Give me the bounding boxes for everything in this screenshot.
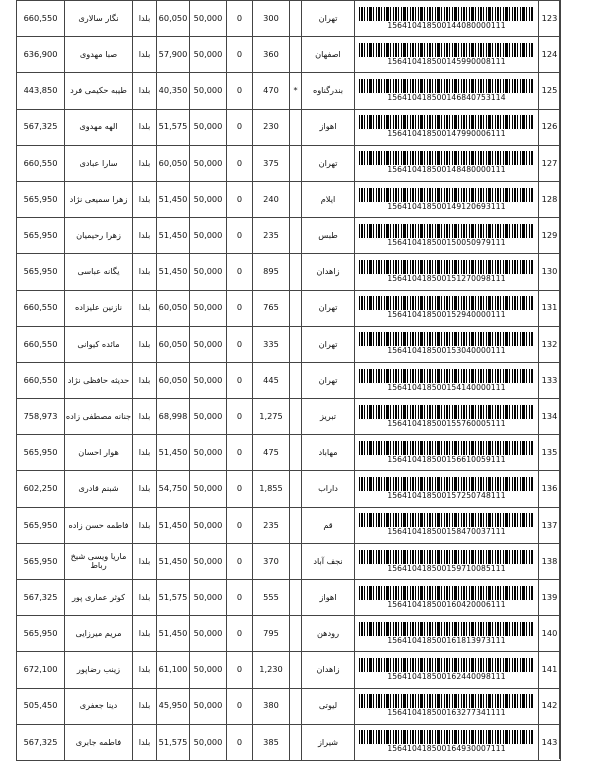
city-cell: اصفهان [302, 37, 355, 73]
mark-cell [290, 471, 302, 507]
barcode-cell [355, 362, 539, 398]
quantity-cell: 230 [253, 109, 290, 145]
mark-cell [290, 616, 302, 652]
price-cell: 51,450 [157, 218, 190, 254]
row-number-cell: 128 [539, 181, 561, 217]
base-amount-cell: 50,000 [190, 688, 227, 724]
quantity-cell: 240 [253, 181, 290, 217]
barcode-graphic [359, 658, 534, 672]
mark-cell [290, 652, 302, 688]
table-row [17, 616, 561, 652]
total-cell: 565,950 [17, 616, 65, 652]
mark-cell [290, 435, 302, 471]
unit-cell: بلدا [133, 181, 157, 217]
city-cell: تبریز [302, 399, 355, 435]
recipient-name-cell: کوثر عماری پور [65, 580, 133, 616]
zero-cell: 0 [227, 145, 253, 181]
base-amount-cell: 50,000 [190, 37, 227, 73]
recipient-name-cell: صبا مهدوی [65, 37, 133, 73]
mark-cell [290, 37, 302, 73]
city-cell: زاهدان [302, 652, 355, 688]
total-cell: 565,950 [17, 218, 65, 254]
zero-cell: 0 [227, 399, 253, 435]
base-amount-cell: 50,000 [190, 724, 227, 760]
total-cell: 565,950 [17, 507, 65, 543]
base-amount-cell: 50,000 [190, 73, 227, 109]
city-cell: زاهدان [302, 254, 355, 290]
zero-cell: 0 [227, 218, 253, 254]
total-cell: 567,325 [17, 580, 65, 616]
unit-cell: بلدا [133, 616, 157, 652]
barcode-cell [355, 181, 539, 217]
mark-cell [290, 145, 302, 181]
price-cell: 51,450 [157, 254, 190, 290]
unit-cell: بلدا [133, 326, 157, 362]
row-number-cell: 137 [539, 507, 561, 543]
row-number-cell: 129 [539, 218, 561, 254]
barcode-graphic [359, 513, 534, 527]
shipment-table [16, 0, 561, 761]
zero-cell: 0 [227, 109, 253, 145]
recipient-name-cell: نگار سالاری [65, 1, 133, 37]
recipient-name-cell: یگانه عباسی [65, 254, 133, 290]
city-cell: تهران [302, 362, 355, 398]
barcode-number: 156410418500154140000111 [387, 382, 506, 392]
unit-cell: بلدا [133, 145, 157, 181]
base-amount-cell: 50,000 [190, 1, 227, 37]
barcode-graphic [359, 441, 534, 455]
row-number-cell: 123 [539, 1, 561, 37]
mark-cell: * [290, 73, 302, 109]
row-number-cell: 124 [539, 37, 561, 73]
price-cell: 61,100 [157, 652, 190, 688]
unit-cell: بلدا [133, 543, 157, 579]
table-row [17, 145, 561, 181]
barcode-graphic [359, 224, 534, 238]
zero-cell: 0 [227, 652, 253, 688]
base-amount-cell: 50,000 [190, 145, 227, 181]
mark-cell [290, 254, 302, 290]
quantity-cell: 360 [253, 37, 290, 73]
city-cell: قم [302, 507, 355, 543]
table-row [17, 652, 561, 688]
recipient-name-cell: هوار احسان [65, 435, 133, 471]
recipient-name-cell: نازنین علیزاده [65, 290, 133, 326]
price-cell: 51,450 [157, 435, 190, 471]
zero-cell: 0 [227, 688, 253, 724]
quantity-cell: 235 [253, 507, 290, 543]
quantity-cell: 475 [253, 435, 290, 471]
unit-cell: بلدا [133, 580, 157, 616]
mark-cell [290, 580, 302, 616]
base-amount-cell: 50,000 [190, 109, 227, 145]
zero-cell: 0 [227, 580, 253, 616]
row-number-cell: 139 [539, 580, 561, 616]
row-number-cell: 133 [539, 362, 561, 398]
barcode-graphic [359, 79, 534, 93]
recipient-name-cell: ماریا ویسی شیخ رباط [65, 543, 133, 579]
barcode-number: 156410418500149120693111 [387, 201, 506, 211]
price-cell: 60,050 [157, 145, 190, 181]
unit-cell: بلدا [133, 724, 157, 760]
barcode-cell [355, 326, 539, 362]
table-row [17, 435, 561, 471]
table-row [17, 181, 561, 217]
row-number-cell: 136 [539, 471, 561, 507]
total-cell: 660,550 [17, 326, 65, 362]
quantity-cell: 370 [253, 543, 290, 579]
base-amount-cell: 50,000 [190, 399, 227, 435]
barcode-graphic [359, 296, 534, 310]
price-cell: 60,050 [157, 326, 190, 362]
unit-cell: بلدا [133, 507, 157, 543]
total-cell: 636,900 [17, 37, 65, 73]
quantity-cell: 300 [253, 1, 290, 37]
unit-cell: بلدا [133, 471, 157, 507]
table-row [17, 1, 561, 37]
base-amount-cell: 50,000 [190, 580, 227, 616]
quantity-cell: 380 [253, 688, 290, 724]
mark-cell [290, 218, 302, 254]
price-cell: 51,450 [157, 616, 190, 652]
city-cell: اهواز [302, 580, 355, 616]
recipient-name-cell: زینب رضاپور [65, 652, 133, 688]
price-cell: 60,050 [157, 362, 190, 398]
barcode-cell [355, 543, 539, 579]
city-cell: تهران [302, 145, 355, 181]
barcode-cell [355, 254, 539, 290]
price-cell: 57,900 [157, 37, 190, 73]
zero-cell: 0 [227, 73, 253, 109]
base-amount-cell: 50,000 [190, 181, 227, 217]
table-row [17, 471, 561, 507]
row-number-cell: 141 [539, 652, 561, 688]
barcode-cell [355, 652, 539, 688]
barcode-number: 156410418500145990008111 [387, 56, 506, 66]
zero-cell: 0 [227, 181, 253, 217]
base-amount-cell: 50,000 [190, 290, 227, 326]
total-cell: 567,325 [17, 109, 65, 145]
total-cell: 443,850 [17, 73, 65, 109]
unit-cell: بلدا [133, 399, 157, 435]
base-amount-cell: 50,000 [190, 543, 227, 579]
quantity-cell: 470 [253, 73, 290, 109]
total-cell: 565,950 [17, 435, 65, 471]
total-cell: 565,950 [17, 181, 65, 217]
total-cell: 505,450 [17, 688, 65, 724]
barcode-cell [355, 1, 539, 37]
barcode-graphic [359, 694, 534, 708]
price-cell: 54,750 [157, 471, 190, 507]
quantity-cell: 1,275 [253, 399, 290, 435]
barcode-cell [355, 218, 539, 254]
zero-cell: 0 [227, 326, 253, 362]
unit-cell: بلدا [133, 109, 157, 145]
city-cell: بندرگناوه [302, 73, 355, 109]
table-row [17, 399, 561, 435]
total-cell: 660,550 [17, 362, 65, 398]
recipient-name-cell: حدیثه حافظی نژاد [65, 362, 133, 398]
price-cell: 51,450 [157, 507, 190, 543]
zero-cell: 0 [227, 616, 253, 652]
row-number-cell: 130 [539, 254, 561, 290]
quantity-cell: 895 [253, 254, 290, 290]
zero-cell: 0 [227, 254, 253, 290]
quantity-cell: 765 [253, 290, 290, 326]
base-amount-cell: 50,000 [190, 362, 227, 398]
row-number-cell: 142 [539, 688, 561, 724]
barcode-cell [355, 399, 539, 435]
table-row [17, 362, 561, 398]
barcode-number: 156410418500152940000111 [387, 310, 506, 320]
barcode-graphic [359, 115, 534, 129]
zero-cell: 0 [227, 543, 253, 579]
barcode-number: 156410418500153040000111 [387, 346, 506, 356]
recipient-name-cell: دینا جعفری [65, 688, 133, 724]
quantity-cell: 385 [253, 724, 290, 760]
mark-cell [290, 362, 302, 398]
unit-cell: بلدا [133, 218, 157, 254]
city-cell: تهران [302, 326, 355, 362]
base-amount-cell: 50,000 [190, 326, 227, 362]
barcode-number: 156410418500159710085111 [387, 563, 506, 573]
mark-cell [290, 688, 302, 724]
table-row [17, 218, 561, 254]
zero-cell: 0 [227, 290, 253, 326]
price-cell: 60,050 [157, 290, 190, 326]
recipient-name-cell: فاطمه جابری [65, 724, 133, 760]
city-cell: داراب [302, 471, 355, 507]
barcode-number: 156410418500148480000111 [387, 165, 506, 175]
total-cell: 672,100 [17, 652, 65, 688]
table-row [17, 73, 561, 109]
zero-cell: 0 [227, 724, 253, 760]
mark-cell [290, 399, 302, 435]
barcode-cell [355, 73, 539, 109]
mark-cell [290, 1, 302, 37]
table-row [17, 580, 561, 616]
barcode-number: 156410418500144080000111 [387, 20, 506, 30]
barcode-graphic [359, 369, 534, 383]
quantity-cell: 795 [253, 616, 290, 652]
price-cell: 51,575 [157, 724, 190, 760]
barcode-number: 156410418500164930007111 [387, 744, 506, 754]
recipient-name-cell: شبنم قادری [65, 471, 133, 507]
recipient-name-cell: مائده کیوانی [65, 326, 133, 362]
barcode-cell [355, 724, 539, 760]
zero-cell: 0 [227, 362, 253, 398]
unit-cell: بلدا [133, 254, 157, 290]
barcode-graphic [359, 730, 534, 744]
total-cell: 565,950 [17, 543, 65, 579]
table-row [17, 724, 561, 760]
unit-cell: بلدا [133, 37, 157, 73]
barcode-number: 156410418500157250748111 [387, 491, 506, 501]
barcode-cell [355, 688, 539, 724]
price-cell: 51,450 [157, 543, 190, 579]
price-cell: 60,050 [157, 1, 190, 37]
recipient-name-cell: سارا عبادی [65, 145, 133, 181]
base-amount-cell: 50,000 [190, 218, 227, 254]
barcode-cell [355, 580, 539, 616]
barcode-graphic [359, 332, 534, 346]
barcode-graphic [359, 43, 534, 57]
price-cell: 51,450 [157, 181, 190, 217]
base-amount-cell: 50,000 [190, 254, 227, 290]
barcode-cell [355, 290, 539, 326]
row-number-cell: 126 [539, 109, 561, 145]
barcode-number: 156410418500150050979111 [387, 237, 506, 247]
total-cell: 565,950 [17, 254, 65, 290]
barcode-number: 156410418500158470037111 [387, 527, 506, 537]
zero-cell: 0 [227, 435, 253, 471]
barcode-graphic [359, 260, 534, 274]
total-cell: 660,550 [17, 1, 65, 37]
total-cell: 660,550 [17, 145, 65, 181]
barcode-cell [355, 435, 539, 471]
table-row [17, 326, 561, 362]
row-number-cell: 131 [539, 290, 561, 326]
price-cell: 51,575 [157, 109, 190, 145]
quantity-cell: 1,855 [253, 471, 290, 507]
barcode-graphic [359, 550, 534, 564]
barcode-number: 156410418500156610059111 [387, 454, 506, 464]
recipient-name-cell: زهرا رحیمیان [65, 218, 133, 254]
quantity-cell: 445 [253, 362, 290, 398]
base-amount-cell: 50,000 [190, 652, 227, 688]
table-row [17, 290, 561, 326]
base-amount-cell: 50,000 [190, 507, 227, 543]
base-amount-cell: 50,000 [190, 435, 227, 471]
barcode-number: 156410418500162440098111 [387, 672, 506, 682]
table-row [17, 37, 561, 73]
total-cell: 567,325 [17, 724, 65, 760]
barcode-graphic [359, 477, 534, 491]
price-cell: 40,350 [157, 73, 190, 109]
base-amount-cell: 50,000 [190, 471, 227, 507]
zero-cell: 0 [227, 471, 253, 507]
row-number-cell: 143 [539, 724, 561, 760]
barcode-cell [355, 471, 539, 507]
barcode-cell [355, 37, 539, 73]
barcode-number: 156410418500160420006111 [387, 599, 506, 609]
price-cell: 68,998 [157, 399, 190, 435]
quantity-cell: 1,230 [253, 652, 290, 688]
table-row [17, 254, 561, 290]
mark-cell [290, 109, 302, 145]
price-cell: 45,950 [157, 688, 190, 724]
barcode-cell [355, 507, 539, 543]
recipient-name-cell: فاطمه حسن زاده [65, 507, 133, 543]
barcode-cell [355, 109, 539, 145]
unit-cell: بلدا [133, 688, 157, 724]
price-cell: 51,575 [157, 580, 190, 616]
city-cell: شیراز [302, 724, 355, 760]
row-number-cell: 140 [539, 616, 561, 652]
mark-cell [290, 543, 302, 579]
recipient-name-cell: الهه مهدوی [65, 109, 133, 145]
barcode-graphic [359, 586, 534, 600]
quantity-cell: 555 [253, 580, 290, 616]
quantity-cell: 235 [253, 218, 290, 254]
table-row [17, 109, 561, 145]
barcode-graphic [359, 151, 534, 165]
row-number-cell: 127 [539, 145, 561, 181]
row-number-cell: 125 [539, 73, 561, 109]
unit-cell: بلدا [133, 435, 157, 471]
barcode-graphic [359, 188, 534, 202]
barcode-cell [355, 616, 539, 652]
mark-cell [290, 326, 302, 362]
recipient-name-cell: زهرا سمیعی نژاد [65, 181, 133, 217]
recipient-name-cell: طیبه حکیمی فرد [65, 73, 133, 109]
barcode-graphic [359, 622, 534, 636]
total-cell: 758,973 [17, 399, 65, 435]
barcode-number: 156410418500161813973111 [387, 635, 506, 645]
unit-cell: بلدا [133, 1, 157, 37]
city-cell: تهران [302, 290, 355, 326]
unit-cell: بلدا [133, 652, 157, 688]
unit-cell: بلدا [133, 73, 157, 109]
city-cell: رودهن [302, 616, 355, 652]
row-number-cell: 134 [539, 399, 561, 435]
city-cell: مهاباد [302, 435, 355, 471]
mark-cell [290, 290, 302, 326]
mark-cell [290, 507, 302, 543]
table-row [17, 507, 561, 543]
barcode-graphic [359, 405, 534, 419]
total-cell: 660,550 [17, 290, 65, 326]
city-cell: تهران [302, 1, 355, 37]
barcode-graphic [359, 7, 534, 21]
barcode-number: 156410418500147990006111 [387, 129, 506, 139]
zero-cell: 0 [227, 507, 253, 543]
row-number-cell: 135 [539, 435, 561, 471]
row-number-cell: 138 [539, 543, 561, 579]
unit-cell: بلدا [133, 290, 157, 326]
table-row [17, 543, 561, 579]
table-row [17, 688, 561, 724]
base-amount-cell: 50,000 [190, 616, 227, 652]
total-cell: 602,250 [17, 471, 65, 507]
mark-cell [290, 724, 302, 760]
city-cell: طبس [302, 218, 355, 254]
quantity-cell: 335 [253, 326, 290, 362]
city-cell: ایلام [302, 181, 355, 217]
quantity-cell: 375 [253, 145, 290, 181]
recipient-name-cell: مریم میرزایی [65, 616, 133, 652]
unit-cell: بلدا [133, 362, 157, 398]
mark-cell [290, 181, 302, 217]
barcode-number: 156410418500155760005111 [387, 418, 506, 428]
barcode-number: 156410418500146840753114 [387, 93, 506, 103]
city-cell: نجف آباد [302, 543, 355, 579]
barcode-number: 156410418500163277341111 [387, 708, 506, 718]
zero-cell: 0 [227, 37, 253, 73]
recipient-name-cell: جنانه مصطفی زاده [65, 399, 133, 435]
zero-cell: 0 [227, 1, 253, 37]
city-cell: اهواز [302, 109, 355, 145]
city-cell: لیوتی [302, 688, 355, 724]
barcode-number: 156410418500151270098111 [387, 274, 506, 284]
row-number-cell: 132 [539, 326, 561, 362]
barcode-cell [355, 145, 539, 181]
